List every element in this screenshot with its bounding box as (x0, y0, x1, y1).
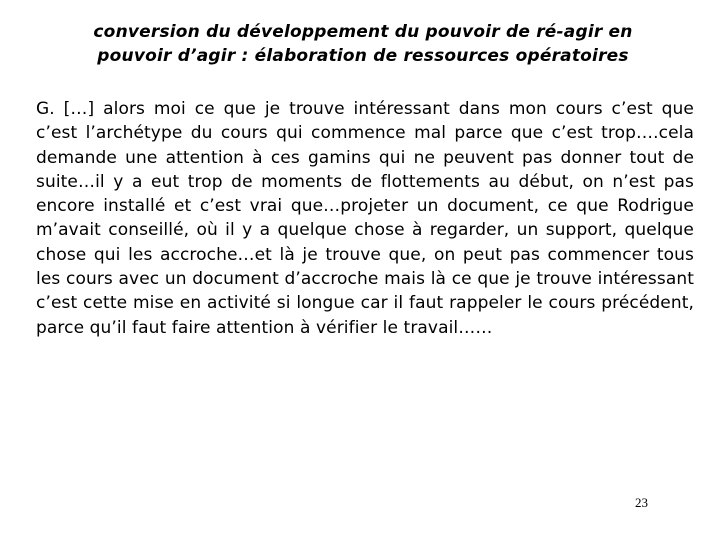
slide-title-line-2: pouvoir d’agir : élaboration de ressources opératoires (97, 46, 629, 66)
interview-quote: G. […] alors moi ce que je trouve intéressant dans mon cours c’est que c’est l’archétype du cours qui commence mal parce que c’est trop….cela demande une attention à ces gamins qui ne peuvent pas donner tout de suite…il y a eut trop de moments de flottements au début, on n’est pas encore installé et c’est vrai que…projeter un document, ce que Rodrigue m’avait conseillé, où il y a quelque chose à regarder, un support, quelque chose qui les accroche…et là je trouve que, on peut pas commencer tous les cours avec un document d’accroche mais là ce que je trouve intéressant c’est cette mise en activité si longue car il faut rappeler le cours précédent, parce qu’il faut faire attention à vérifier le travail…… (36, 99, 694, 338)
slide-title (38, 20, 688, 68)
page-number: 23 (635, 495, 648, 510)
slide-title-line-1: conversion du développement du pouvoir de ré-agir en (93, 22, 633, 42)
